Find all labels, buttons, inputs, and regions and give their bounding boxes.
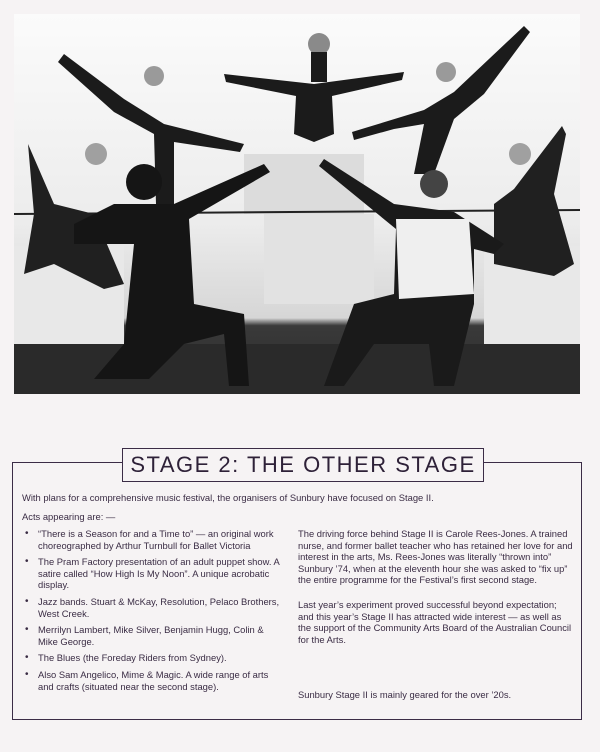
act-item: • The Blues (the Foreday Riders from Sydney).: [22, 652, 280, 664]
right-column: [298, 528, 574, 658]
acts-label: Acts appearing are: —: [22, 511, 116, 522]
paragraph-last-year: Last year’s experiment proved successful beyond expectation; and this year’s Stage II has attracted wide interest — as well as the support of the Community Arts Board of the Australian Council for the Arts.: [298, 598, 572, 645]
acts-list: [22, 528, 280, 697]
act-item: • Jazz bands. Stuart & McKay, Resolution, Pelaco Brothers, West Creek.: [22, 596, 280, 619]
act-item: • Merrilyn Lambert, Mike Silver, Benjamin Hugg, Colin & Mike George.: [22, 624, 280, 647]
dancers-photo: [14, 14, 580, 394]
act-item: • Also Sam Angelico, Mime & Magic. A wide range of arts and crafts (situated near the second stage).: [22, 669, 280, 692]
stage-title: STAGE 2: THE OTHER STAGE: [130, 452, 476, 477]
closing-text: Sunbury Stage II is mainly geared for the over ’20s.: [298, 689, 512, 700]
stage-title-box: [122, 448, 484, 482]
act-item: • The Pram Factory presentation of an adult puppet show. A satire called “How High Is My Noon”. A unique acrobatic display.: [22, 556, 280, 591]
act-item: • “There is a Season for and a Time to” — an original work choreographed by Arthur Turnbull for Ballet Victoria: [22, 528, 280, 551]
intro-text: With plans for a comprehensive music festival, the organisers of Sunbury have focused on Stage II.: [22, 492, 434, 503]
paragraph-driving-force: The driving force behind Stage II is Carole Rees-Jones. A trained nurse, and former ballet teacher who has retained her love for and interest in the arts, Ms. Rees-Jones was literally “thrown into” Sunbury ’74, when at the eleventh hour she was asked to “fix up” the entire programme for the Festival’s first second stage.: [298, 528, 573, 586]
